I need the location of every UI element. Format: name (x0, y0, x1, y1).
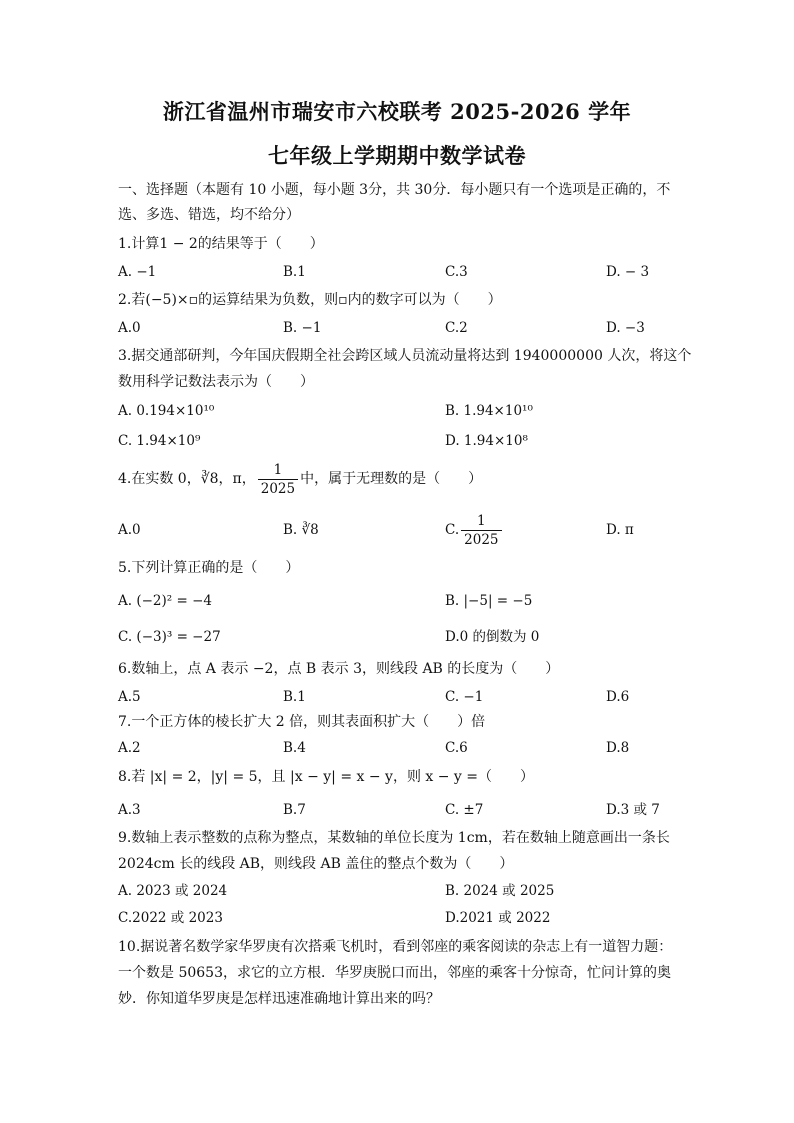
question-7-stem: 7.一个正方体的棱长扩大 2 倍，则其表面积扩大（ ）倍 (118, 714, 486, 730)
fraction-denominator: 2025 (464, 532, 499, 548)
question-10-stem: 10.据说著名数学家华罗庚有次搭乘飞机时，看到邻座的乘客阅读的杂志上有一道智力题： (118, 939, 673, 955)
question-6-option-c: C. −1 (445, 689, 484, 705)
question-1-option-a: A. −1 (118, 264, 157, 280)
fraction-1-over-2025 (461, 512, 501, 549)
question-8-option-b: B.7 (283, 802, 306, 818)
question-2-option-d: D. −3 (606, 320, 645, 336)
question-9-option-a: A. 2023 或 2024 (118, 883, 228, 899)
question-3-option-b: B. 1.94×10¹⁰ (445, 403, 533, 419)
question-8-option-a: A.3 (118, 802, 141, 818)
fraction-1-over-2025 (258, 461, 298, 498)
question-6-stem: 6.数轴上，点 A 表示 −2，点 B 表示 3，则线段 AB 的长度为（ ） (118, 661, 560, 677)
question-1-option-d: D. − 3 (606, 264, 650, 280)
section-heading-cont: 选、多选、错选，均不给分） (118, 207, 300, 223)
question-4-option-a: A.0 (118, 522, 141, 538)
question-4-stem-post: 中，属于无理数的是（ ） (300, 471, 483, 487)
question-8-option-d: D.3 或 7 (606, 802, 660, 818)
question-5-option-c: C. (−3)³ = −27 (118, 629, 221, 645)
question-7-option-c: C.6 (445, 740, 468, 756)
question-3-stem-cont: 数用科学记数法表示为（ ） (118, 374, 314, 390)
question-3-stem: 3.据交通部研判，今年国庆假期全社会跨区域人员流动量将达到 1940000000 人次，将这个 (118, 348, 692, 364)
question-10-stem-cont2: 妙．你知道华罗庚是怎样迅速准确地计算出来的吗？ (118, 991, 440, 1007)
question-4-option-c (445, 509, 504, 551)
question-3-option-d: D. 1.94×10⁸ (445, 433, 528, 449)
question-4-option-c-label: C. (445, 522, 460, 538)
section-heading: 一、选择题（本题有 10 小题，每小题 3分，共 30分．每小题只有一个选项是正确的，不 (118, 182, 671, 198)
question-8-option-c: C. ±7 (445, 802, 484, 818)
fraction-numerator: 1 (258, 461, 298, 480)
question-9-option-d: D.2021 或 2022 (445, 910, 551, 926)
question-3-option-c: C. 1.94×10⁹ (118, 433, 201, 449)
question-4-stem (118, 459, 678, 499)
question-10-stem-cont: 一个数是 50653，求它的立方根．华罗庚脱口而出，邻座的乘客十分惊奇，忙问计算的奥 (118, 965, 671, 981)
question-6-option-b: B.1 (283, 689, 306, 705)
question-9-option-c: C.2022 或 2023 (118, 910, 223, 926)
question-3-option-a: A. 0.194×10¹⁰ (118, 403, 215, 419)
question-5-stem: 5.下列计算正确的是（ ） (118, 560, 300, 576)
question-1-option-c: C.3 (445, 264, 468, 280)
question-5-option-b: B. |−5| = −5 (445, 593, 533, 609)
question-1-option-b: B.1 (283, 264, 306, 280)
question-6-option-d: D.6 (606, 689, 630, 705)
question-9-option-b: B. 2024 或 2025 (445, 883, 555, 899)
question-2-option-c: C.2 (445, 320, 468, 336)
question-9-stem: 9.数轴上表示整数的点称为整点，某数轴的单位长度为 1cm，若在数轴上随意画出一条长 (118, 830, 670, 846)
question-1-stem: 1.计算1 − 2的结果等于（ ） (118, 236, 324, 252)
question-7-option-a: A.2 (118, 740, 141, 756)
question-4-option-d: D. π (606, 522, 634, 538)
question-5-option-a: A. (−2)² = −4 (118, 593, 212, 609)
fraction-numerator: 1 (461, 512, 501, 531)
question-7-option-b: B.4 (283, 740, 306, 756)
fraction-denominator: 2025 (260, 480, 296, 497)
question-6-option-a: A.5 (118, 689, 141, 705)
question-2-option-b: B. −1 (283, 320, 322, 336)
question-5-option-d: D.0 的倒数为 0 (445, 629, 540, 645)
question-2-stem: 2.若(−5)×▫的运算结果为负数，则▫内的数字可以为（ ） (118, 292, 502, 308)
exam-title-line2: 七年级上学期期中数学试卷 (268, 143, 526, 168)
question-9-stem-cont: 2024cm 长的线段 AB，则线段 AB 盖住的整点个数为（ ） (118, 856, 514, 872)
question-8-stem: 8.若 |x| = 2，|y| = 5，且 |x − y| = x − y，则 x − y =（ ） (118, 769, 535, 785)
question-4-stem-pre: 4.在实数 0，∛8，π， (118, 471, 256, 487)
question-4-option-b: B. ∛8 (283, 522, 319, 538)
exam-title-line1: 浙江省温州市瑞安市六校联考 2025-2026 学年 (162, 99, 632, 124)
question-2-option-a: A.0 (118, 320, 141, 336)
question-7-option-d: D.8 (606, 740, 630, 756)
